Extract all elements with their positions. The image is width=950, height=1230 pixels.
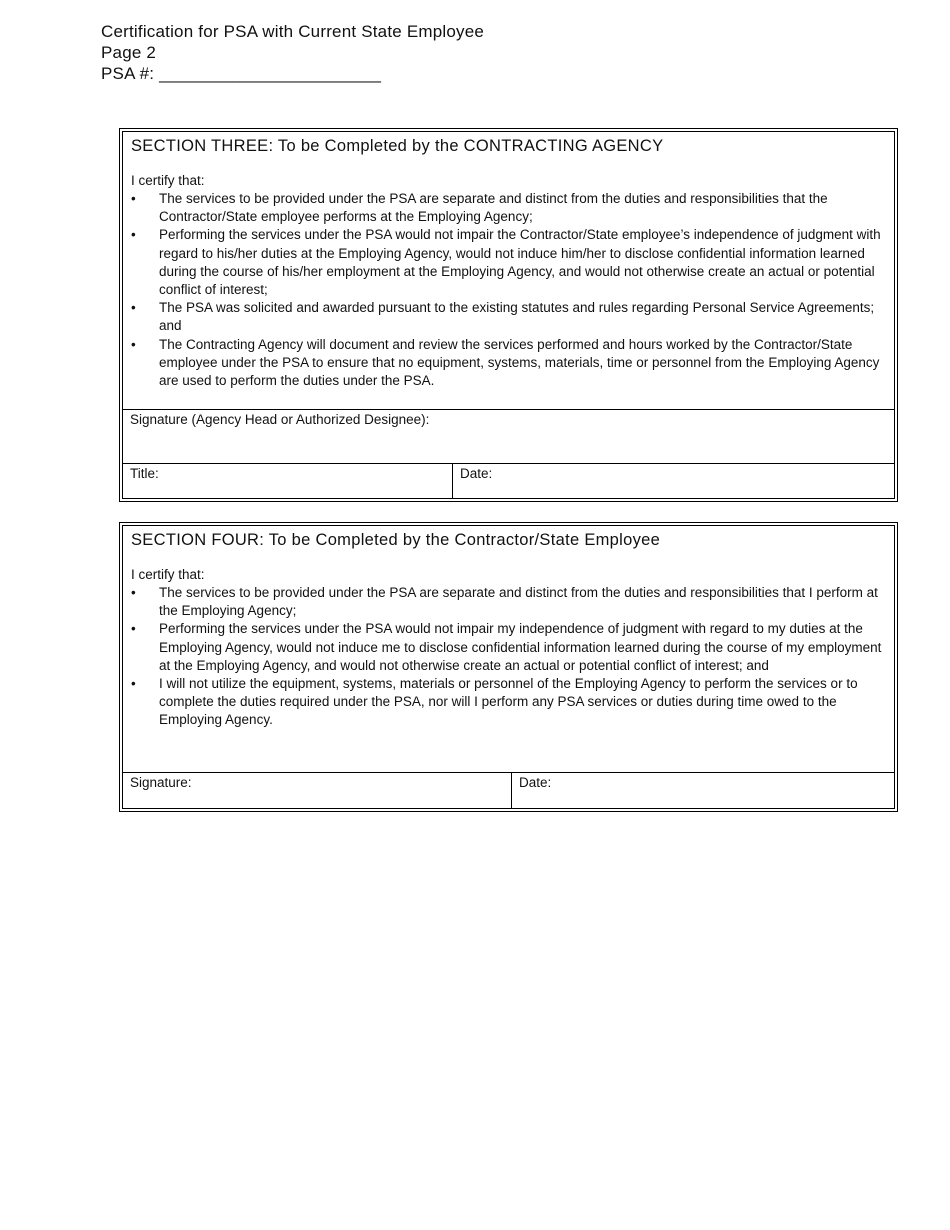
- bullet-icon: •: [131, 227, 136, 243]
- list-item-text: The Contracting Agency will document and review the services performed and hours worked by the Contractor/State employee under the PSA to ensure that no equipment, systems, materials, time or personnel from the Employing Agency are used to perform the duties under the PSA.: [159, 336, 880, 389]
- agency-date-label: Date:: [460, 466, 493, 481]
- agency-signature-label: Signature (Agency Head or Authorized Designee):: [130, 412, 430, 427]
- list-item: [131, 675, 886, 730]
- list-item-text: Performing the services under the PSA would not impair the Contractor/State employee’s independence of judgment with regard to his/her duties at the Employing Agency, would not induce him/her to disclose confidential information learned during the course of his/her employment at the Employing Agency, and would not otherwise create an actual or potential conflict of interest;: [159, 227, 881, 298]
- section-three-certify-intro: I certify that:: [131, 173, 205, 188]
- page-number: Page 2: [101, 43, 157, 62]
- section-four-body: [123, 526, 894, 730]
- list-item-text: The services to be provided under the PSA are separate and distinct from the duties and responsibilities that the Contractor/State employee performs at the Employing Agency;: [159, 191, 828, 225]
- section-three-title: SECTION THREE: To be Completed by the CONTRACTING AGENCY: [131, 137, 664, 155]
- bullet-icon: •: [131, 336, 136, 352]
- list-item-text: I will not utilize the equipment, systems, materials or personnel of the Employing Agency to perform the services or to complete the duties required under the PSA, nor will I perform any PSA services or duties during time owed to the Employing Agency.: [159, 676, 858, 728]
- psa-number-field[interactable]: PSA #: _______________________: [101, 64, 382, 83]
- list-item-text: The services to be provided under the PSA are separate and distinct from the duties and responsibilities that I perform at the Employing Agency;: [159, 585, 878, 619]
- bullet-icon: •: [131, 621, 136, 637]
- list-item-text: The PSA was solicited and awarded pursuant to the existing statutes and rules regarding Personal Service Agreements; and: [159, 300, 875, 334]
- title-label: Title:: [130, 466, 159, 481]
- section-four-certification-list: [131, 584, 886, 730]
- bullet-icon: •: [131, 300, 136, 316]
- list-item: [131, 584, 886, 620]
- contractor-signature-field[interactable]: [123, 773, 511, 808]
- bullet-icon: •: [131, 585, 136, 600]
- list-item: [131, 336, 886, 391]
- title-date-row: [123, 463, 894, 498]
- section-three-certification-list: [131, 190, 886, 390]
- agency-date-field[interactable]: [452, 464, 894, 498]
- contractor-signature-label: Signature:: [130, 775, 192, 790]
- contractor-date-label: Date:: [519, 775, 552, 790]
- list-item-text: Performing the services under the PSA would not impair my independence of judgment with regard to my duties at the Employing Agency, would not induce me to disclose confidential information learned during the course of my employment at the Employing Agency, and would not otherwise create an actual or potential conflict of interest; and: [159, 621, 882, 673]
- section-four-box: [119, 522, 898, 812]
- section-four-title: SECTION FOUR: To be Completed by the Contractor/State Employee: [131, 531, 661, 549]
- document-title: Certification for PSA with Current State Employee: [101, 22, 485, 41]
- list-item: [131, 620, 886, 675]
- bullet-icon: •: [131, 191, 136, 206]
- section-four-inner: [122, 525, 895, 809]
- list-item: [131, 226, 886, 299]
- section-three-inner: [122, 131, 895, 499]
- list-item: [131, 299, 886, 335]
- title-field[interactable]: [123, 464, 452, 498]
- page-header: [101, 21, 484, 84]
- agency-signature-field[interactable]: [123, 410, 894, 463]
- bullet-icon: •: [131, 676, 136, 692]
- contractor-signature-row: [123, 772, 894, 808]
- agency-signature-row[interactable]: [123, 409, 894, 463]
- list-item: [131, 190, 886, 226]
- section-four-certify-intro: I certify that:: [131, 567, 205, 582]
- contractor-date-field[interactable]: [511, 773, 894, 808]
- section-three-box: [119, 128, 898, 502]
- section-three-body: [123, 132, 894, 390]
